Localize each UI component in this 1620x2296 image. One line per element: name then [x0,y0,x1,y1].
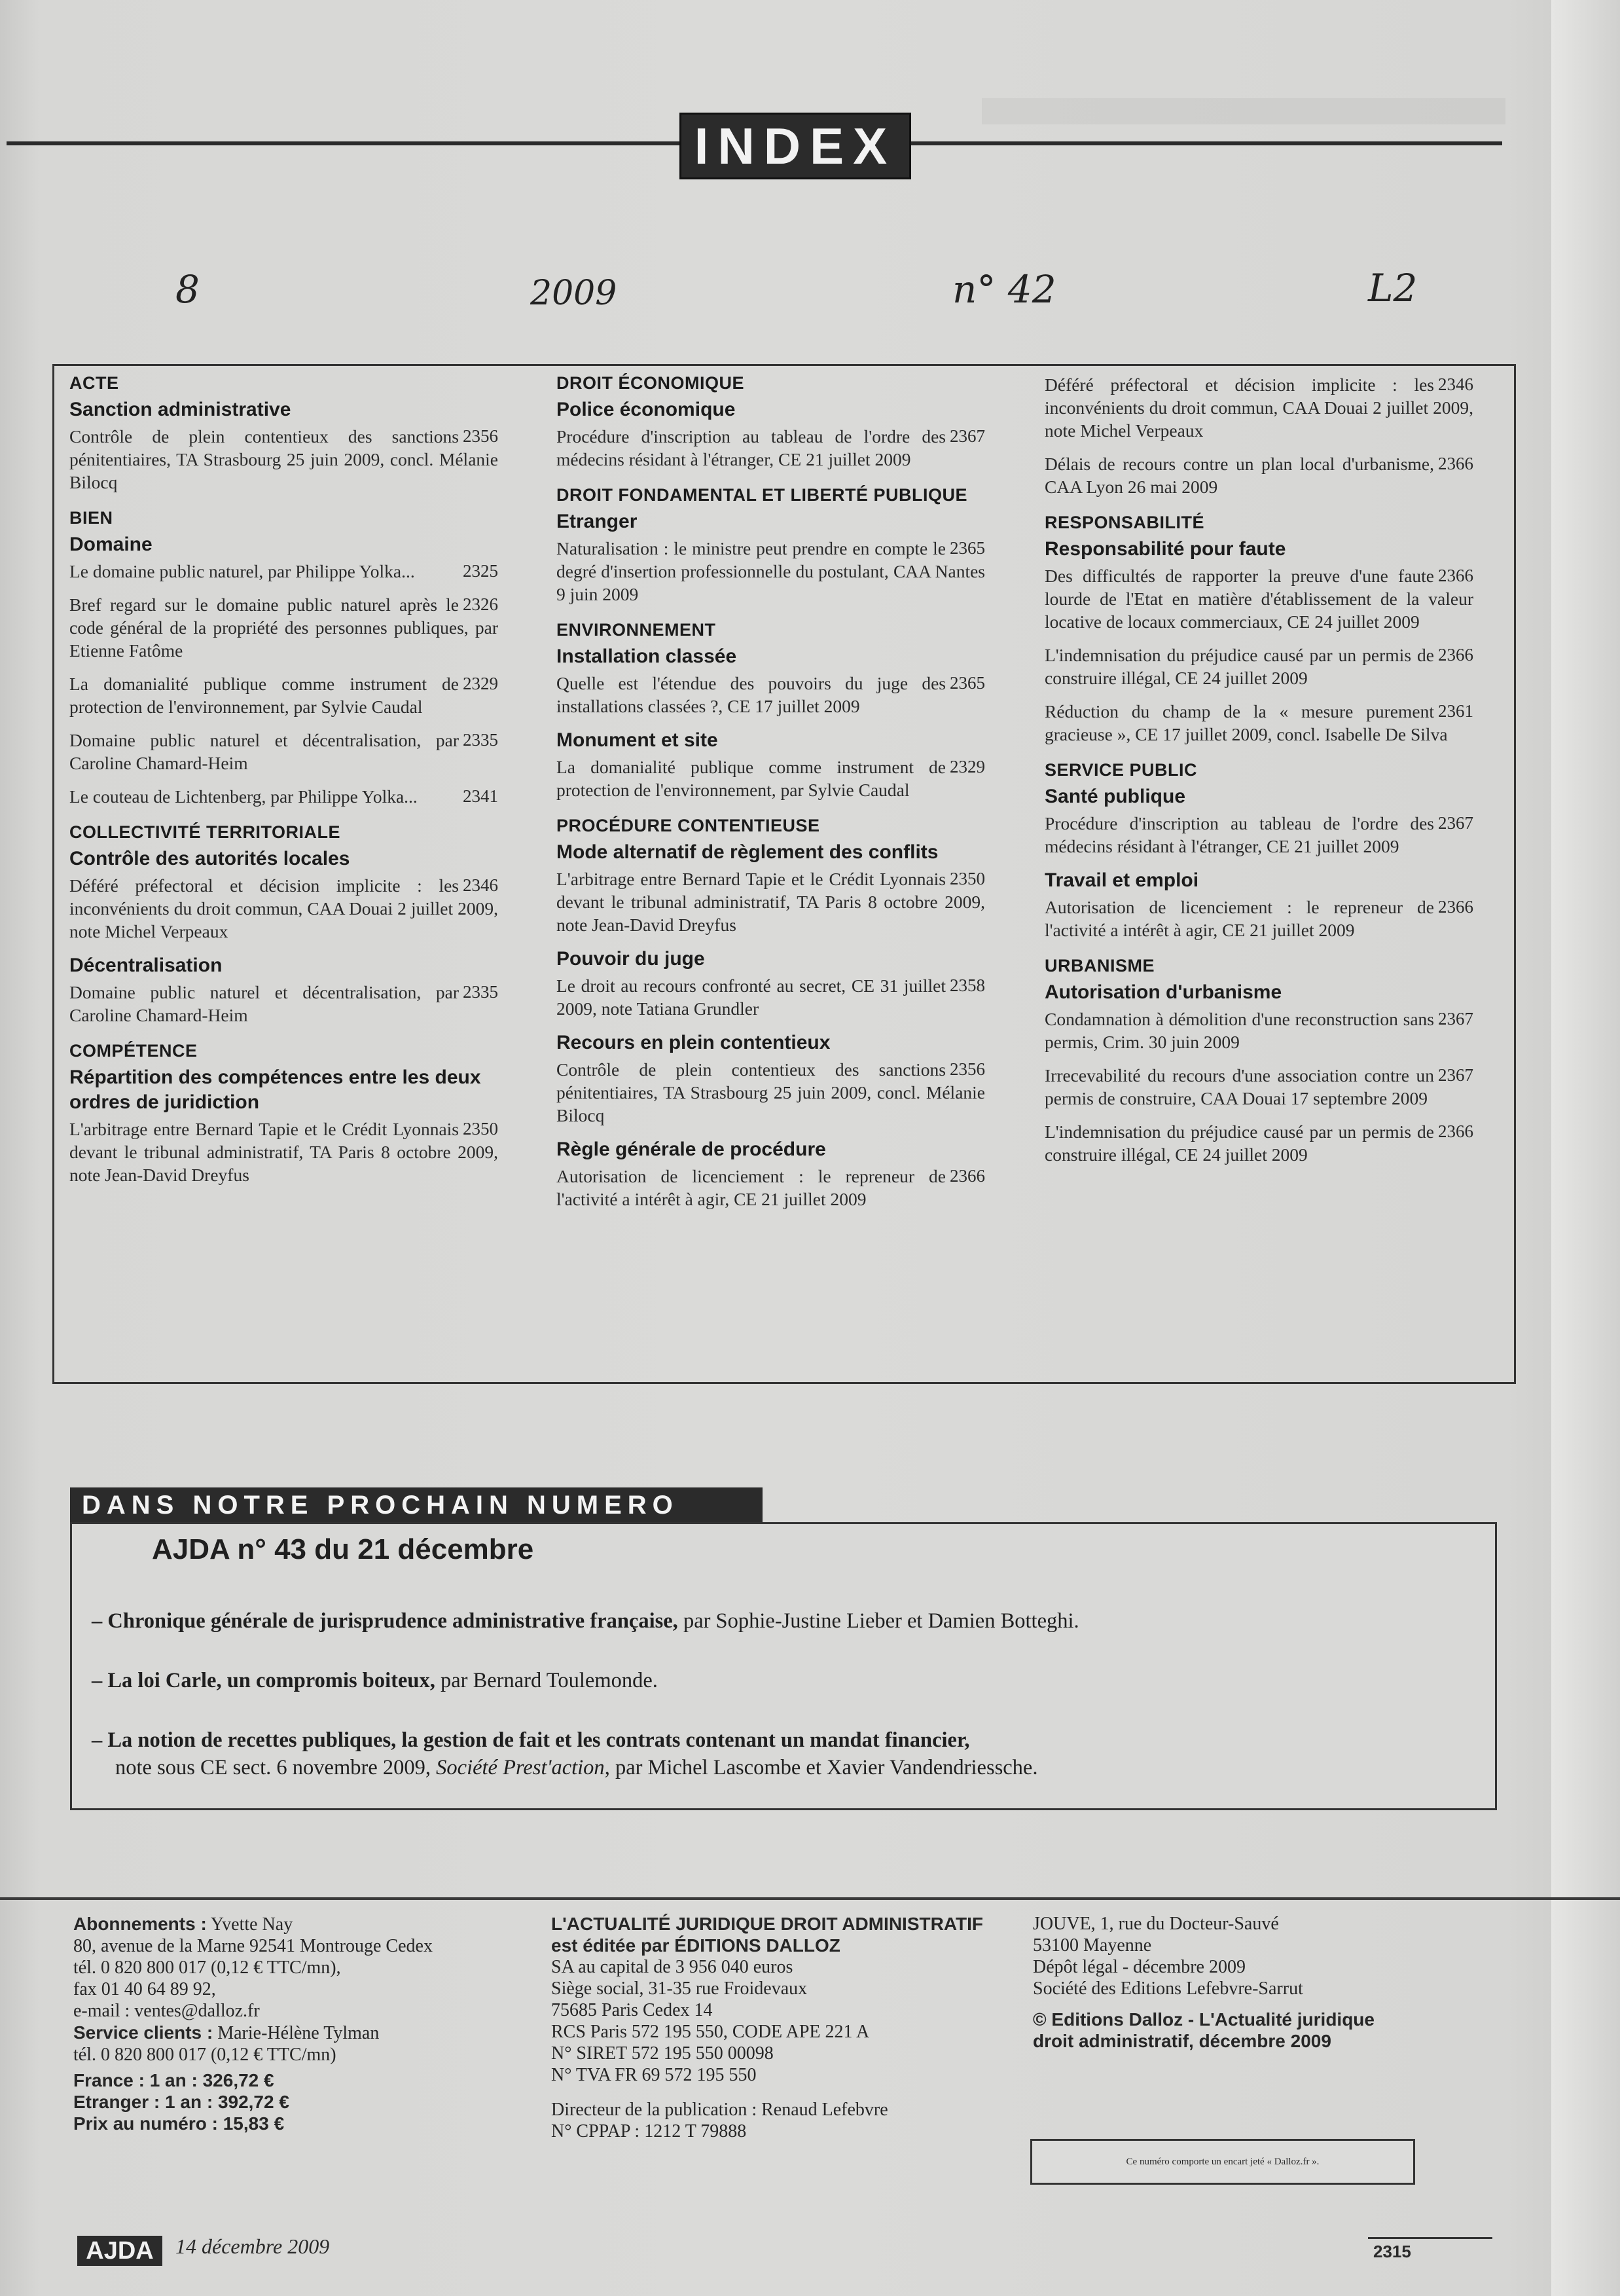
publisher-rcs: RCS Paris 572 195 550, CODE APE 221 A [551,2022,870,2042]
index-entry-page: 2346 [1438,374,1473,394]
index-entry-page: 2366 [1438,645,1473,665]
index-entry [69,672,498,718]
index-subcategory: Contrôle des autorités locales [69,848,350,869]
index-entry [69,425,498,494]
index-entry-text: Procédure d'inscription au tableau de l'ordre des médecins résidant à l'étranger, CE 21 juillet 2009 [556,426,946,469]
index-subcategory: Santé publique [1045,786,1186,807]
index-subcategory: Recours en plein contentieux [556,1032,831,1053]
index-entry-page: 2356 [463,426,498,446]
publisher-address: Siège social, 31-35 rue Froidevaux [551,1978,808,1999]
next-issue-tab-label: DANS NOTRE PROCHAIN NUMERO [82,1490,679,1520]
page-title: INDEX [694,117,897,175]
index-entry-text: Délais de recours contre un plan local d'urbanisme, CAA Lyon 26 mai 2009 [1045,454,1434,497]
handwritten-note-2: 2009 [530,274,617,313]
next-issue-item-3-note: note sous CE sect. 6 novembre 2009, [115,1756,437,1779]
index-entry-page: 2346 [463,875,498,895]
publisher-tva: N° TVA FR 69 572 195 550 [551,2065,757,2085]
index-entry-text: Le couteau de Lichtenberg, par Philippe Yolka... [69,786,418,807]
index-entry-page: 2366 [1438,454,1473,473]
publisher-title: L'ACTUALITÉ JURIDIQUE DROIT ADMINISTRATIF [551,1914,983,1934]
index-entry-page: 2356 [950,1059,985,1079]
index-entry-text: Naturalisation : le ministre peut prendre en compte le degré d'insertion professionnelle du postulant, CAA Nantes 9 juin 2009 [556,538,985,604]
index-entry-text: Domaine public naturel et décentralisation, par Caroline Chamard-Heim [69,730,459,773]
index-column-1 [69,373,498,1197]
index-entry-page: 2366 [1438,566,1473,585]
service-label: Service clients : [73,2022,213,2043]
index-entry-page: 2325 [463,561,498,581]
price-france: France : 1 an : 326,72 € [73,2070,274,2090]
index-subcategory: Responsabilité pour faute [1045,538,1286,560]
index-entry [1045,1064,1473,1110]
index-entry-page: 2365 [950,538,985,558]
next-issue-title: AJDA n° 43 du 21 décembre [152,1533,534,1565]
index-entry [556,756,985,801]
index-entry-text: Quelle est l'étendue des pouvoirs du juge des installations classées ?, CE 17 juillet 2009 [556,673,946,716]
index-subcategory: Police économique [556,399,736,420]
index-entry-text: Bref regard sur le domaine public naturel après le code général de la propriété des personnes publiques, par Etienne Fatôme [69,594,498,661]
next-issue-item-2-author: par Bernard Toulemonde. [435,1669,658,1692]
index-subcategory: Domaine [69,534,153,555]
index-entry-text: Contrôle de plein contentieux des sanctions pénitentiaires, TA Strasbourg 25 juin 2009, concl. Mélanie Bilocq [69,426,498,492]
publisher-siret: N° SIRET 572 195 550 00098 [551,2043,774,2064]
index-subcategory: Monument et site [556,729,718,751]
index-entry-page: 2335 [463,730,498,750]
legal-deposit: Dépôt légal - décembre 2009 [1033,1957,1246,1977]
index-entry [69,1118,498,1186]
next-issue-item-3-title: – La notion de recettes publiques, la gestion de fait et les contrats contenant un mandat financier, [92,1728,970,1752]
index-subcategory: Etranger [556,511,638,532]
index-entry [1045,1008,1473,1053]
subscriptions-email: e-mail : ventes@dalloz.fr [73,2001,260,2021]
issue-date: 14 décembre 2009 [175,2234,330,2258]
index-entry-text: L'indemnisation du préjudice causé par un permis de construire illégal, CE 24 juillet 2009 [1045,1121,1434,1165]
price-issue: Prix au numéro : 15,83 € [73,2113,285,2134]
printer-name: JOUVE, 1, rue du Docteur-Sauvé [1033,1914,1279,1934]
index-entry [69,981,498,1027]
index-entry [556,1058,985,1127]
index-entry [69,874,498,943]
publisher-cppap: N° CPPAP : 1212 T 79888 [551,2121,747,2141]
index-entry-page: 2361 [1438,701,1473,721]
index-entry-page: 2365 [950,673,985,693]
index-category: RESPONSABILITÉ [1045,513,1205,532]
subscriptions-contact: Yvette Nay [206,1914,293,1935]
index-entry [1045,373,1473,442]
index-subcategory: Décentralisation [69,955,223,976]
index-entry-page: 2326 [463,594,498,614]
footer-publisher [551,1913,1009,2142]
index-subcategory: Travail et emploi [1045,869,1199,891]
index-entry-page: 2366 [950,1166,985,1186]
index-header-box [679,113,911,179]
next-issue-tab [70,1487,763,1523]
subscriptions-address: 80, avenue de la Marne 92541 Montrouge Cedex [73,1936,433,1956]
next-issue-item-1 [92,1607,1079,1635]
footer-printer [1033,1913,1491,2052]
index-subcategory: Mode alternatif de règlement des conflits [556,841,939,863]
publisher-city: 75685 Paris Cedex 14 [551,2000,713,2020]
index-entry-text: Des difficultés de rapporter la preuve d'une faute lourde de l'Etat en matière d'établissement de la valeur locative de locaux commerciaux, CE 24 juillet 2009 [1045,566,1473,632]
index-column-3 [1045,373,1473,1176]
index-category: ACTE [69,373,119,393]
index-entry-page: 2350 [950,869,985,888]
index-category: SERVICE PUBLIC [1045,760,1198,780]
index-category: URBANISME [1045,956,1155,975]
index-category: COLLECTIVITÉ TERRITORIALE [69,822,341,842]
copyright-line-1: © Editions Dalloz - L'Actualité juridique [1033,2009,1375,2030]
next-issue-item-3-authors: , par Michel Lascombe et Xavier Vandendriessche. [604,1756,1038,1779]
index-entry-text: Contrôle de plein contentieux des sanctions pénitentiaires, TA Strasbourg 25 juin 2009, concl. Mélanie Bilocq [556,1059,985,1125]
index-entry [69,560,498,583]
ajda-logo [77,2236,162,2266]
index-subcategory: Sanction administrative [69,399,291,420]
handwritten-note-4: L2 [1368,266,1418,310]
index-entry-text: La domanialité publique comme instrument de protection de l'environnement, par Sylvie Caudal [556,757,946,800]
index-entry-page: 2367 [1438,1065,1473,1085]
insert-notice: Ce numéro comporte un encart jeté « Dalloz.fr ». [1030,2139,1415,2185]
publisher-edited-by: est éditée par ÉDITIONS DALLOZ [551,1935,840,1956]
index-entry-text: Procédure d'inscription au tableau de l'ordre des médecins résidant à l'étranger, CE 21 juillet 2009 [1045,813,1434,856]
index-entry-text: Le domaine public naturel, par Philippe Yolka... [69,561,415,581]
index-entry [1045,564,1473,633]
next-issue-item-2 [92,1667,658,1694]
page-number-rule [1368,2237,1492,2239]
index-subcategory: Pouvoir du juge [556,948,705,970]
index-entry [1045,1120,1473,1166]
index-entry-text: Domaine public naturel et décentralisation, par Caroline Chamard-Heim [69,982,459,1025]
publisher-director: Directeur de la publication : Renaud Lefebvre [551,2100,888,2120]
subscriptions-label: Abonnements : [73,1914,207,1934]
index-entry [1045,452,1473,498]
next-issue-item-3-case: Société Prest'action [436,1756,605,1779]
index-entry [1045,812,1473,858]
index-entry [556,974,985,1020]
index-entry-text: L'indemnisation du préjudice causé par un permis de construire illégal, CE 24 juillet 2009 [1045,645,1434,688]
index-entry [69,785,498,808]
facing-page-edge [1551,0,1620,2296]
next-issue-item-2-title: – La loi Carle, un compromis boiteux, [92,1669,435,1692]
index-entry-page: 2367 [950,426,985,446]
index-category: DROIT FONDAMENTAL ET LIBERTÉ PUBLIQUE [556,485,967,505]
index-entry [69,729,498,774]
index-category: BIEN [69,508,113,528]
index-entry-page: 2350 [463,1119,498,1139]
index-entry-text: Autorisation de licenciement : le repreneur de l'activité a intérêt à agir, CE 21 juillet 2009 [1045,897,1434,940]
price-etranger: Etranger : 1 an : 392,72 € [73,2092,289,2112]
index-entry-text: Déféré préfectoral et décision implicite : les inconvénients du droit commun, CAA Douai 2 juillet 2009, note Michel Verpeaux [69,875,498,941]
index-entry-page: 2367 [1438,813,1473,833]
index-subcategory: Installation classée [556,646,737,667]
index-entry-text: Réduction du champ de la « mesure purement gracieuse », CE 17 juillet 2009, concl. Isabelle De Silva [1045,701,1448,744]
index-entry [556,425,985,471]
index-entry [556,867,985,936]
footer-rule [0,1897,1620,1900]
index-category: PROCÉDURE CONTENTIEUSE [556,816,820,835]
next-issue-item-3 [92,1726,1037,1781]
index-entry [69,593,498,662]
index-entry-text: Le droit au recours confronté au secret, CE 31 juillet 2009, note Tatiana Grundler [556,975,946,1019]
next-issue-item-1-title: – Chronique générale de jurisprudence administrative française, [92,1609,678,1633]
index-entry-text: L'arbitrage entre Bernard Tapie et le Crédit Lyonnais devant le tribunal administratif, TA Paris 8 octobre 2009, note Jean-David Dreyfus [69,1119,498,1185]
index-entry [556,537,985,606]
index-entry [556,1165,985,1211]
page-number: 2315 [1373,2242,1411,2261]
copyright-line-2: droit administratif, décembre 2009 [1033,2031,1331,2051]
footer-subscriptions [73,1913,492,2134]
index-entry-page: 2329 [463,674,498,693]
subscriptions-phone: tél. 0 820 800 017 (0,12 € TTC/mn), [73,1958,341,1978]
handwritten-note-1: 8 [175,267,200,312]
index-entry-text: L'arbitrage entre Bernard Tapie et le Crédit Lyonnais devant le tribunal administratif, TA Paris 8 octobre 2009, note Jean-David Dreyfus [556,869,985,935]
index-category: DROIT ÉCONOMIQUE [556,373,745,393]
index-entry-page: 2358 [950,975,985,995]
index-entry [1045,644,1473,689]
subscriptions-fax: fax 01 40 64 89 92, [73,1979,216,1999]
printer-city: 53100 Mayenne [1033,1935,1152,1956]
index-subcategory: Règle générale de procédure [556,1139,826,1160]
index-entry-page: 2329 [950,757,985,776]
index-entry-page: 2341 [463,786,498,806]
service-phone: tél. 0 820 800 017 (0,12 € TTC/mn) [73,2045,336,2065]
index-entry-text: Condamnation à démolition d'une reconstruction sans permis, Crim. 30 juin 2009 [1045,1009,1434,1052]
handwritten-note-3: n° 42 [952,267,1056,312]
index-entry [1045,700,1473,746]
index-entry-text: La domanialité publique comme instrument de protection de l'environnement, par Sylvie Caudal [69,674,459,717]
index-entry-page: 2367 [1438,1009,1473,1029]
service-contact: Marie-Hélène Tylman [213,2023,380,2043]
index-entry [1045,896,1473,941]
index-entry-page: 2335 [463,982,498,1002]
index-entry-page: 2366 [1438,897,1473,917]
publisher-capital: SA au capital de 3 956 040 euros [551,1957,793,1977]
ajda-logo-text: AJDA [86,2236,154,2265]
index-column-2 [556,373,985,1221]
index-entry-text: Déféré préfectoral et décision implicite : les inconvénients du droit commun, CAA Douai 2 juillet 2009, note Michel Verpeaux [1045,374,1473,441]
next-issue-item-1-author: par Sophie-Justine Lieber et Damien Botteghi. [677,1609,1079,1633]
printer-company: Société des Editions Lefebvre-Sarrut [1033,1978,1303,1999]
index-entry [556,672,985,718]
index-entry-text: Irrecevabilité du recours d'une association contre un permis de construire, CAA Douai 17 septembre 2009 [1045,1065,1434,1108]
index-subcategory: Répartition des compétences entre les deux ordres de juridiction [69,1066,481,1113]
index-category: ENVIRONNEMENT [556,620,716,640]
index-entry-page: 2366 [1438,1121,1473,1141]
index-entry-text: Autorisation de licenciement : le repreneur de l'activité a intérêt à agir, CE 21 juillet 2009 [556,1166,946,1209]
index-category: COMPÉTENCE [69,1041,198,1061]
index-subcategory: Autorisation d'urbanisme [1045,981,1282,1003]
